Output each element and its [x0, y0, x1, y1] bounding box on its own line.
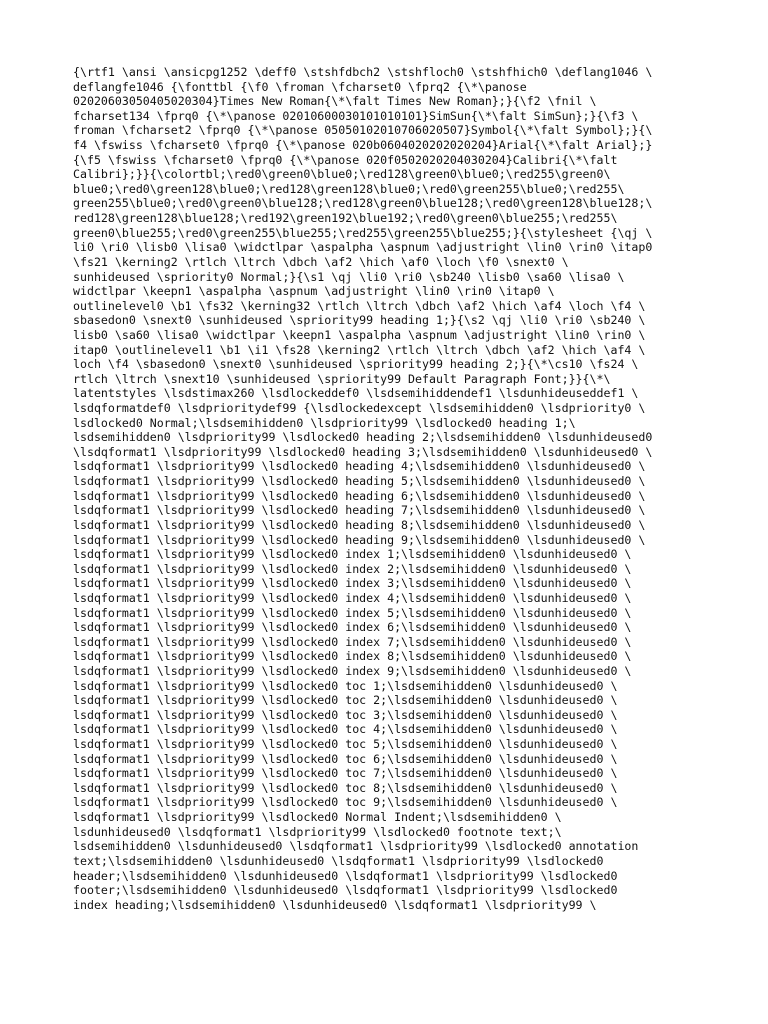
text-line: sbasedon0 \snext0 \sunhideused \spriority99 heading 1;}{\s2 \qj \li0 \ri0 \sb240 \	[73, 313, 646, 328]
text-line: lsdqformatdef0 \lsdprioritydef99 {\lsdlockedexcept \lsdsemihidden0 \lsdpriority0 \	[73, 401, 646, 416]
text-line: lsdqformat1 \lsdpriority99 \lsdlocked0 index 5;\lsdsemihidden0 \lsdunhideused0 \	[73, 605, 632, 620]
text-line: lsdqformat1 \lsdpriority99 \lsdlocked0 heading 5;\lsdsemihidden0 \lsdunhideused0 \	[73, 474, 646, 489]
text-line: froman \fcharset2 \fprq0 {\*\panose 05050102010706020507}Symbol{\*\falt Symbol};}{\	[73, 123, 653, 138]
text-line: lsdunhideused0 \lsdqformat1 \lsdpriority99 \lsdlocked0 footnote text;\	[73, 824, 562, 839]
text-line: {\rtf1 \ansi \ansicpg1252 \deff0 \stshfdbch2 \stshfloch0 \stshfhich0 \deflang1046 \	[73, 65, 653, 79]
text-line: 02020603050405020304}Times New Roman{\*\falt Times New Roman};}{\f2 \fnil \	[73, 94, 597, 109]
text-line: lsdqformat1 \lsdpriority99 \lsdlocked0 index 3;\lsdsemihidden0 \lsdunhideused0 \	[73, 576, 632, 591]
text-line: lsdqformat1 \lsdpriority99 \lsdlocked0 toc 3;\lsdsemihidden0 \lsdunhideused0 \	[73, 707, 618, 722]
text-line: lisb0 \sa60 \lisa0 \widctlpar \keepn1 \aspalpha \aspnum \adjustright \lin0 \rin0 \	[73, 327, 646, 342]
text-line: lsdqformat1 \lsdpriority99 \lsdlocked0 index 2;\lsdsemihidden0 \lsdunhideused0 \	[73, 561, 632, 576]
text-line: lsdqformat1 \lsdpriority99 \lsdlocked0 toc 5;\lsdsemihidden0 \lsdunhideused0 \	[73, 737, 618, 752]
text-line: lsdqformat1 \lsdpriority99 \lsdlocked0 heading 4;\lsdsemihidden0 \lsdunhideused0 \	[73, 459, 646, 474]
text-line: lsdqformat1 \lsdpriority99 \lsdlocked0 index 1;\lsdsemihidden0 \lsdunhideused0 \	[73, 547, 632, 562]
text-line: lsdsemihidden0 \lsdpriority99 \lsdlocked0 heading 2;\lsdsemihidden0 \lsdunhideused0	[73, 430, 653, 445]
text-line: green0\blue255;\red0\green255\blue255;\red255\green255\blue255;}{\stylesheet {\qj \	[73, 225, 653, 240]
text-line: lsdqformat1 \lsdpriority99 \lsdlocked0 toc 4;\lsdsemihidden0 \lsdunhideused0 \	[73, 722, 618, 737]
text-line: lsdqformat1 \lsdpriority99 \lsdlocked0 index 7;\lsdsemihidden0 \lsdunhideused0 \	[73, 634, 632, 649]
text-line: lsdqformat1 \lsdpriority99 \lsdlocked0 Normal Indent;\lsdsemihidden0 \	[73, 810, 562, 825]
text-line: latentstyles \lsdstimax260 \lsdlockeddef0 \lsdsemihiddendef1 \lsdunhideuseddef1 \	[73, 386, 639, 401]
text-line: rtlch \ltrch \snext10 \sunhideused \spriority99 Default Paragraph Font;}}{\*\	[73, 371, 611, 386]
text-line: lsdlocked0 Normal;\lsdsemihidden0 \lsdpriority99 \lsdlocked0 heading 1;\	[73, 415, 576, 430]
text-line: f4 \fswiss \fcharset0 \fprq0 {\*\panose 020b0604020202020204}Arial{\*\falt Arial};}	[73, 138, 653, 153]
text-line: lsdqformat1 \lsdpriority99 \lsdlocked0 index 6;\lsdsemihidden0 \lsdunhideused0 \	[73, 620, 632, 635]
text-line: text;\lsdsemihidden0 \lsdunhideused0 \lsdqformat1 \lsdpriority99 \lsdlocked0	[73, 853, 604, 868]
text-line: red128\green128\blue128;\red192\green192\blue192;\red0\green0\blue255;\red255\	[73, 211, 618, 226]
text-line: itap0 \outlinelevel1 \b1 \i1 \fs28 \kerning2 \rtlch \ltrch \dbch \af2 \hich \af4 \	[73, 342, 646, 357]
text-line: Calibri};}}{\colortbl;\red0\green0\blue0;\red128\green0\blue0;\red255\green0\	[73, 167, 611, 182]
text-line: lsdqformat1 \lsdpriority99 \lsdlocked0 index 8;\lsdsemihidden0 \lsdunhideused0 \	[73, 649, 632, 664]
text-line: blue0;\red0\green128\blue0;\red128\green128\blue0;\red0\green255\blue0;\red255\	[73, 181, 625, 196]
text-line: index heading;\lsdsemihidden0 \lsdunhideused0 \lsdqformat1 \lsdpriority99 \	[73, 897, 597, 912]
text-line: lsdqformat1 \lsdpriority99 \lsdlocked0 index 4;\lsdsemihidden0 \lsdunhideused0 \	[73, 590, 632, 605]
text-line: lsdqformat1 \lsdpriority99 \lsdlocked0 toc 9;\lsdsemihidden0 \lsdunhideused0 \	[73, 795, 618, 810]
text-line: {\f5 \fswiss \fcharset0 \fprq0 {\*\panose 020f0502020204030204}Calibri{\*\falt	[73, 152, 618, 167]
text-line: \lsdqformat1 \lsdpriority99 \lsdlocked0 heading 3;\lsdsemihidden0 \lsdunhideused0 \	[73, 444, 653, 459]
text-line: lsdqformat1 \lsdpriority99 \lsdlocked0 toc 1;\lsdsemihidden0 \lsdunhideused0 \	[73, 678, 618, 693]
text-line: fcharset134 \fprq0 {\*\panose 02010600030101010101}SimSun{\*\falt SimSun};}{\f3 \	[73, 108, 639, 123]
text-line: lsdqformat1 \lsdpriority99 \lsdlocked0 heading 8;\lsdsemihidden0 \lsdunhideused0 \	[73, 517, 646, 532]
text-line: lsdqformat1 \lsdpriority99 \lsdlocked0 toc 2;\lsdsemihidden0 \lsdunhideused0 \	[73, 693, 618, 708]
text-line: lsdqformat1 \lsdpriority99 \lsdlocked0 toc 8;\lsdsemihidden0 \lsdunhideused0 \	[73, 780, 618, 795]
text-line: lsdqformat1 \lsdpriority99 \lsdlocked0 heading 9;\lsdsemihidden0 \lsdunhideused0 \	[73, 532, 646, 547]
document-page	[73, 65, 713, 912]
text-line: green255\blue0;\red0\green0\blue128;\red128\green0\blue128;\red0\green128\blue128;\	[73, 196, 653, 211]
text-line: lsdsemihidden0 \lsdunhideused0 \lsdqformat1 \lsdpriority99 \lsdlocked0 annotation	[73, 839, 639, 854]
text-line: lsdqformat1 \lsdpriority99 \lsdlocked0 index 9;\lsdsemihidden0 \lsdunhideused0 \	[73, 663, 632, 678]
text-line: lsdqformat1 \lsdpriority99 \lsdlocked0 heading 7;\lsdsemihidden0 \lsdunhideused0 \	[73, 503, 646, 518]
text-line: header;\lsdsemihidden0 \lsdunhideused0 \lsdqformat1 \lsdpriority99 \lsdlocked0	[73, 868, 618, 883]
text-line: loch \f4 \sbasedon0 \snext0 \sunhideused \spriority99 heading 2;}{\*\cs10 \fs24 \	[73, 357, 639, 372]
text-line: outlinelevel0 \b1 \fs32 \kerning32 \rtlch \ltrch \dbch \af2 \hich \af4 \loch \f4 \	[73, 298, 646, 313]
text-line: li0 \ri0 \lisb0 \lisa0 \widctlpar \aspalpha \aspnum \adjustright \lin0 \rin0 \itap0	[73, 240, 653, 255]
text-line: sunhideused \spriority0 Normal;}{\s1 \qj \li0 \ri0 \sb240 \lisb0 \sa60 \lisa0 \	[73, 269, 625, 284]
text-line: \fs21 \kerning2 \rtlch \ltrch \dbch \af2 \hich \af0 \loch \f0 \snext0 \	[73, 254, 569, 269]
text-line: widctlpar \keepn1 \aspalpha \aspnum \adjustright \lin0 \rin0 \itap0 \	[73, 284, 555, 299]
text-line: deflangfe1046 {\fonttbl {\f0 \froman \fcharset0 \fprq2 {\*\panose	[73, 79, 527, 94]
text-line: footer;\lsdsemihidden0 \lsdunhideused0 \lsdqformat1 \lsdpriority99 \lsdlocked0	[73, 883, 618, 898]
text-line: lsdqformat1 \lsdpriority99 \lsdlocked0 toc 6;\lsdsemihidden0 \lsdunhideused0 \	[73, 751, 618, 766]
text-line: lsdqformat1 \lsdpriority99 \lsdlocked0 toc 7;\lsdsemihidden0 \lsdunhideused0 \	[73, 766, 618, 781]
text-line: lsdqformat1 \lsdpriority99 \lsdlocked0 heading 6;\lsdsemihidden0 \lsdunhideused0 \	[73, 488, 646, 503]
